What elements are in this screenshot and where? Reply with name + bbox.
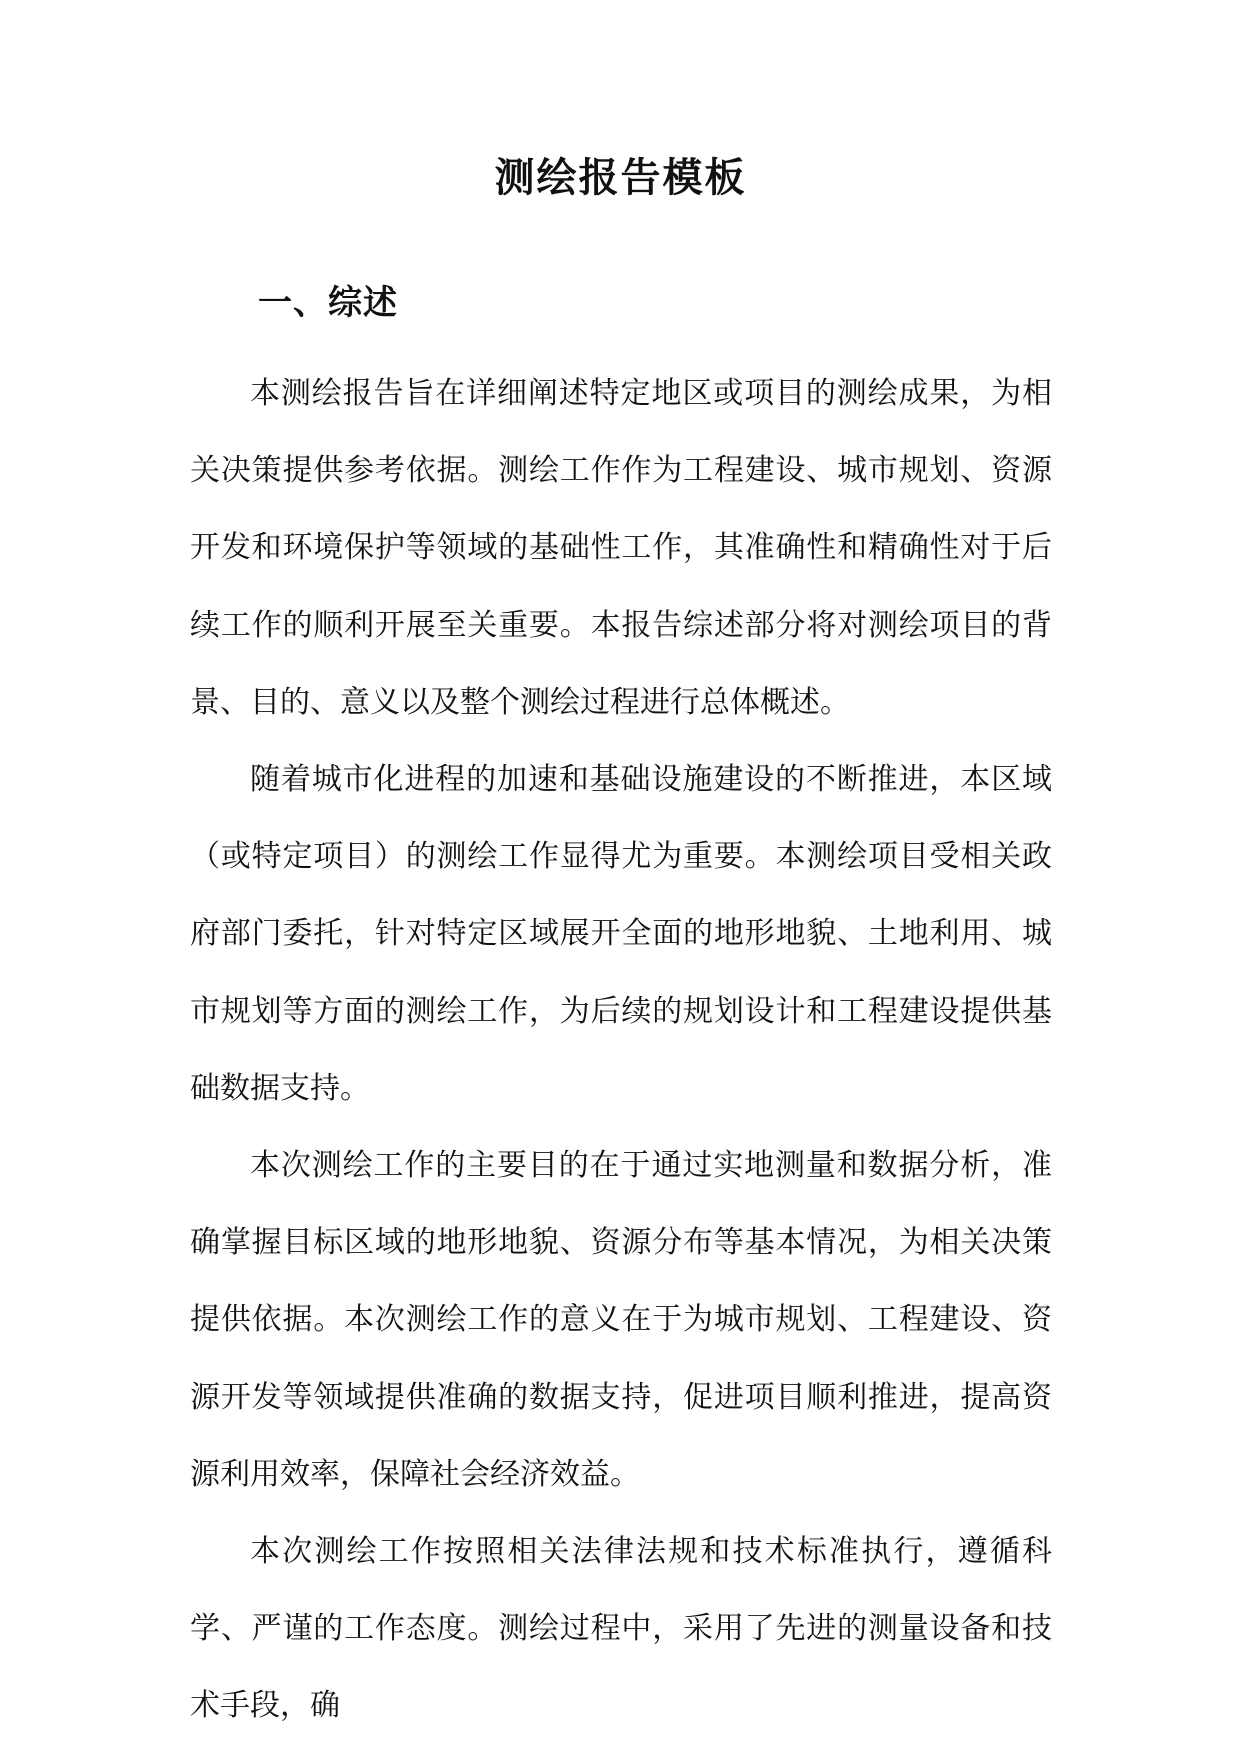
section-heading: 一、综述	[258, 283, 398, 323]
paragraph-1: 本测绘报告旨在详细阐述特定地区或项目的测绘成果，为相关决策提供参考依据。测绘工作作为工程建设、城市规划、资源开发和环境保护等领域的基础性工作，其准确性和精确性对于后续工作的顺利开展至关重要。本报告综述部分将对测绘项目的背景、目的、意义以及整个测绘过程进行总体概述。	[190, 376, 1052, 720]
body-text	[190, 355, 1052, 1745]
paragraph-4: 本次测绘工作按照相关法律法规和技术标准执行，遵循科学、严谨的工作态度。测绘过程中，采用了先进的测量设备和技术手段，确	[190, 1534, 1052, 1724]
page-title: 测绘报告模板	[494, 155, 747, 201]
paragraph-3: 本次测绘工作的主要目的在于通过实地测量和数据分析，准确掌握目标区域的地形地貌、资源分布等基本情况，为相关决策提供依据。本次测绘工作的意义在于为城市规划、工程建设、资源开发等领域提供准确的数据支持，促进项目顺利推进，提高资源利用效率，保障社会经济效益。	[190, 1148, 1052, 1492]
paragraph-2: 随着城市化进程的加速和基础设施建设的不断推进，本区域（或特定项目）的测绘工作显得尤为重要。本测绘项目受相关政府部门委托，针对特定区域展开全面的地形地貌、土地利用、城市规划等方面的测绘工作，为后续的规划设计和工程建设提供基础数据支持。	[190, 762, 1052, 1106]
